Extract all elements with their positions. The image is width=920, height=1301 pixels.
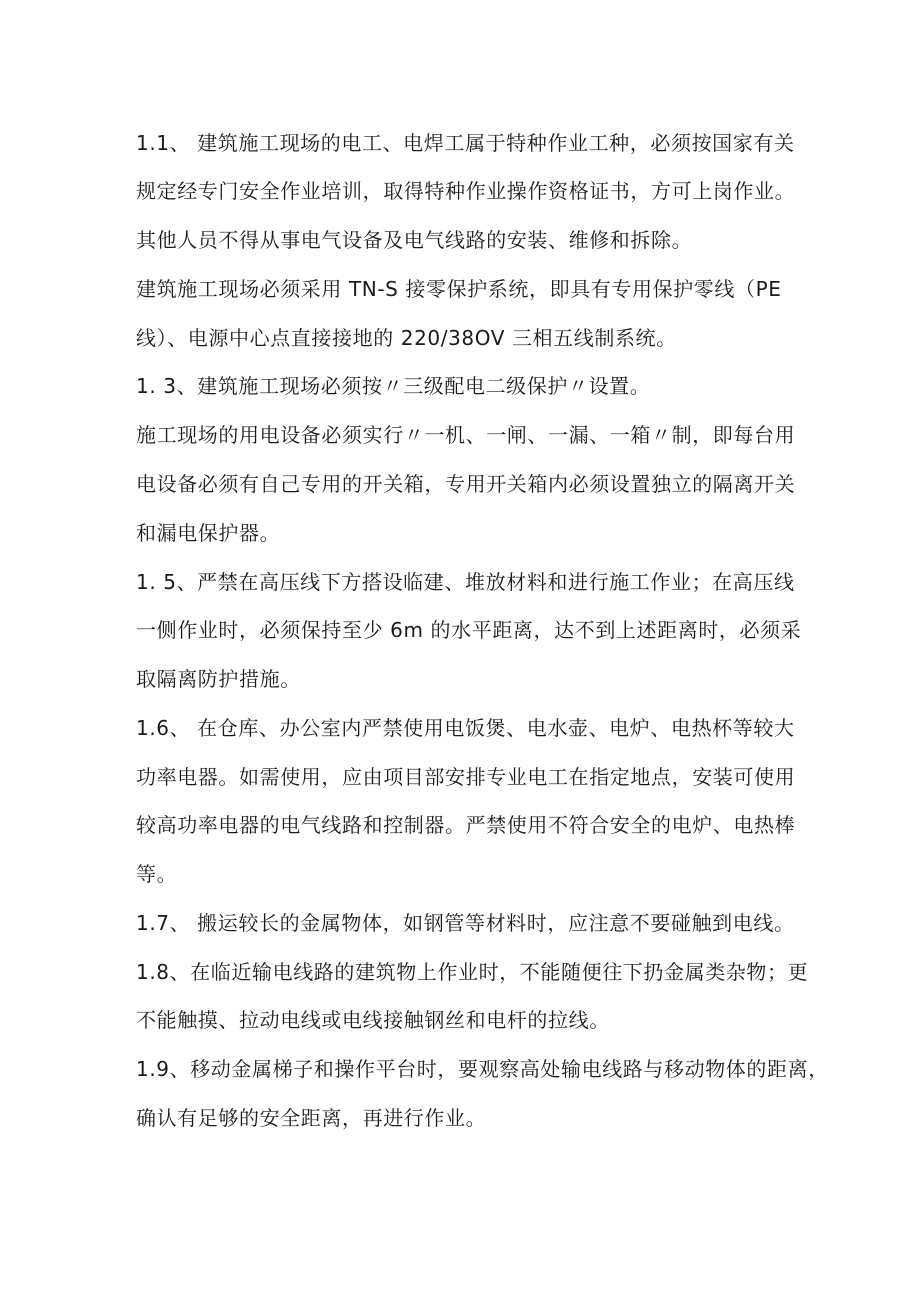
text-line: 线）、电源中心点直接接地的 220/38OV 三相五线制系统。 bbox=[136, 326, 677, 350]
text-line: 1.7、 搬运较长的金属物体，如钢管等材料时，应注意不要碰触到电线。 bbox=[136, 911, 795, 935]
text-line: 较高功率电器的电气线路和控制器。严禁使用不符合安全的电炉、电热棒 bbox=[136, 813, 796, 837]
text-line: 1.1、 建筑施工现场的电工、电焊工属于特种作业工种，必须按国家有关 bbox=[136, 131, 795, 155]
text-line: 取隔离防护措施。 bbox=[136, 667, 301, 691]
text-line: 不能触摸、拉动电线或电线接触钢丝和电杆的拉线。 bbox=[136, 1008, 610, 1032]
text-line: 功率电器。如需使用，应由项目部安排专业电工在指定地点，安装可使用 bbox=[136, 765, 796, 789]
text-line: 1. 3、建筑施工现场必须按〃三级配电二级保护〃设置。 bbox=[136, 374, 651, 398]
text-line: 确认有足够的安全距离，再进行作业。 bbox=[136, 1106, 487, 1130]
text-line: 1.9、移动金属梯子和操作平台时，要观察高处输电线路与移动物体的距离， bbox=[136, 1057, 829, 1081]
text-line: 规定经专门安全作业培训，取得特种作业操作资格证书，方可上岗作业。 bbox=[136, 179, 796, 203]
text-line: 等。 bbox=[136, 862, 178, 886]
text-line: 建筑施工现场必须采用 TN-S 接零保护系统，即具有专用保护零线（PE bbox=[136, 277, 782, 301]
text-line: 一侧作业时，必须保持至少 6m 的水平距离，达不到上述距离时，必须采 bbox=[136, 618, 802, 642]
text-line: 其他人员不得从事电气设备及电气线路的安装、维修和拆除。 bbox=[136, 228, 693, 252]
text-line: 电设备必须有自己专用的开关箱，专用开关箱内必须设置独立的隔离开关 bbox=[136, 472, 796, 496]
text-line: 1.8、在临近输电线路的建筑物上作业时，不能随便往下扔金属类杂物；更 bbox=[136, 960, 809, 984]
text-line: 施工现场的用电设备必须实行〃一机、一闸、一漏、一箱〃制，即每台用 bbox=[136, 423, 796, 447]
text-line: 和漏电保护器。 bbox=[136, 521, 281, 545]
text-line: 1.6、 在仓库、办公室内严禁使用电饭煲、电水壶、电炉、电热杯等较大 bbox=[136, 716, 795, 740]
text-line: 1. 5、严禁在高压线下方搭设临建、堆放材料和进行施工作业；在高压线 bbox=[136, 570, 795, 594]
